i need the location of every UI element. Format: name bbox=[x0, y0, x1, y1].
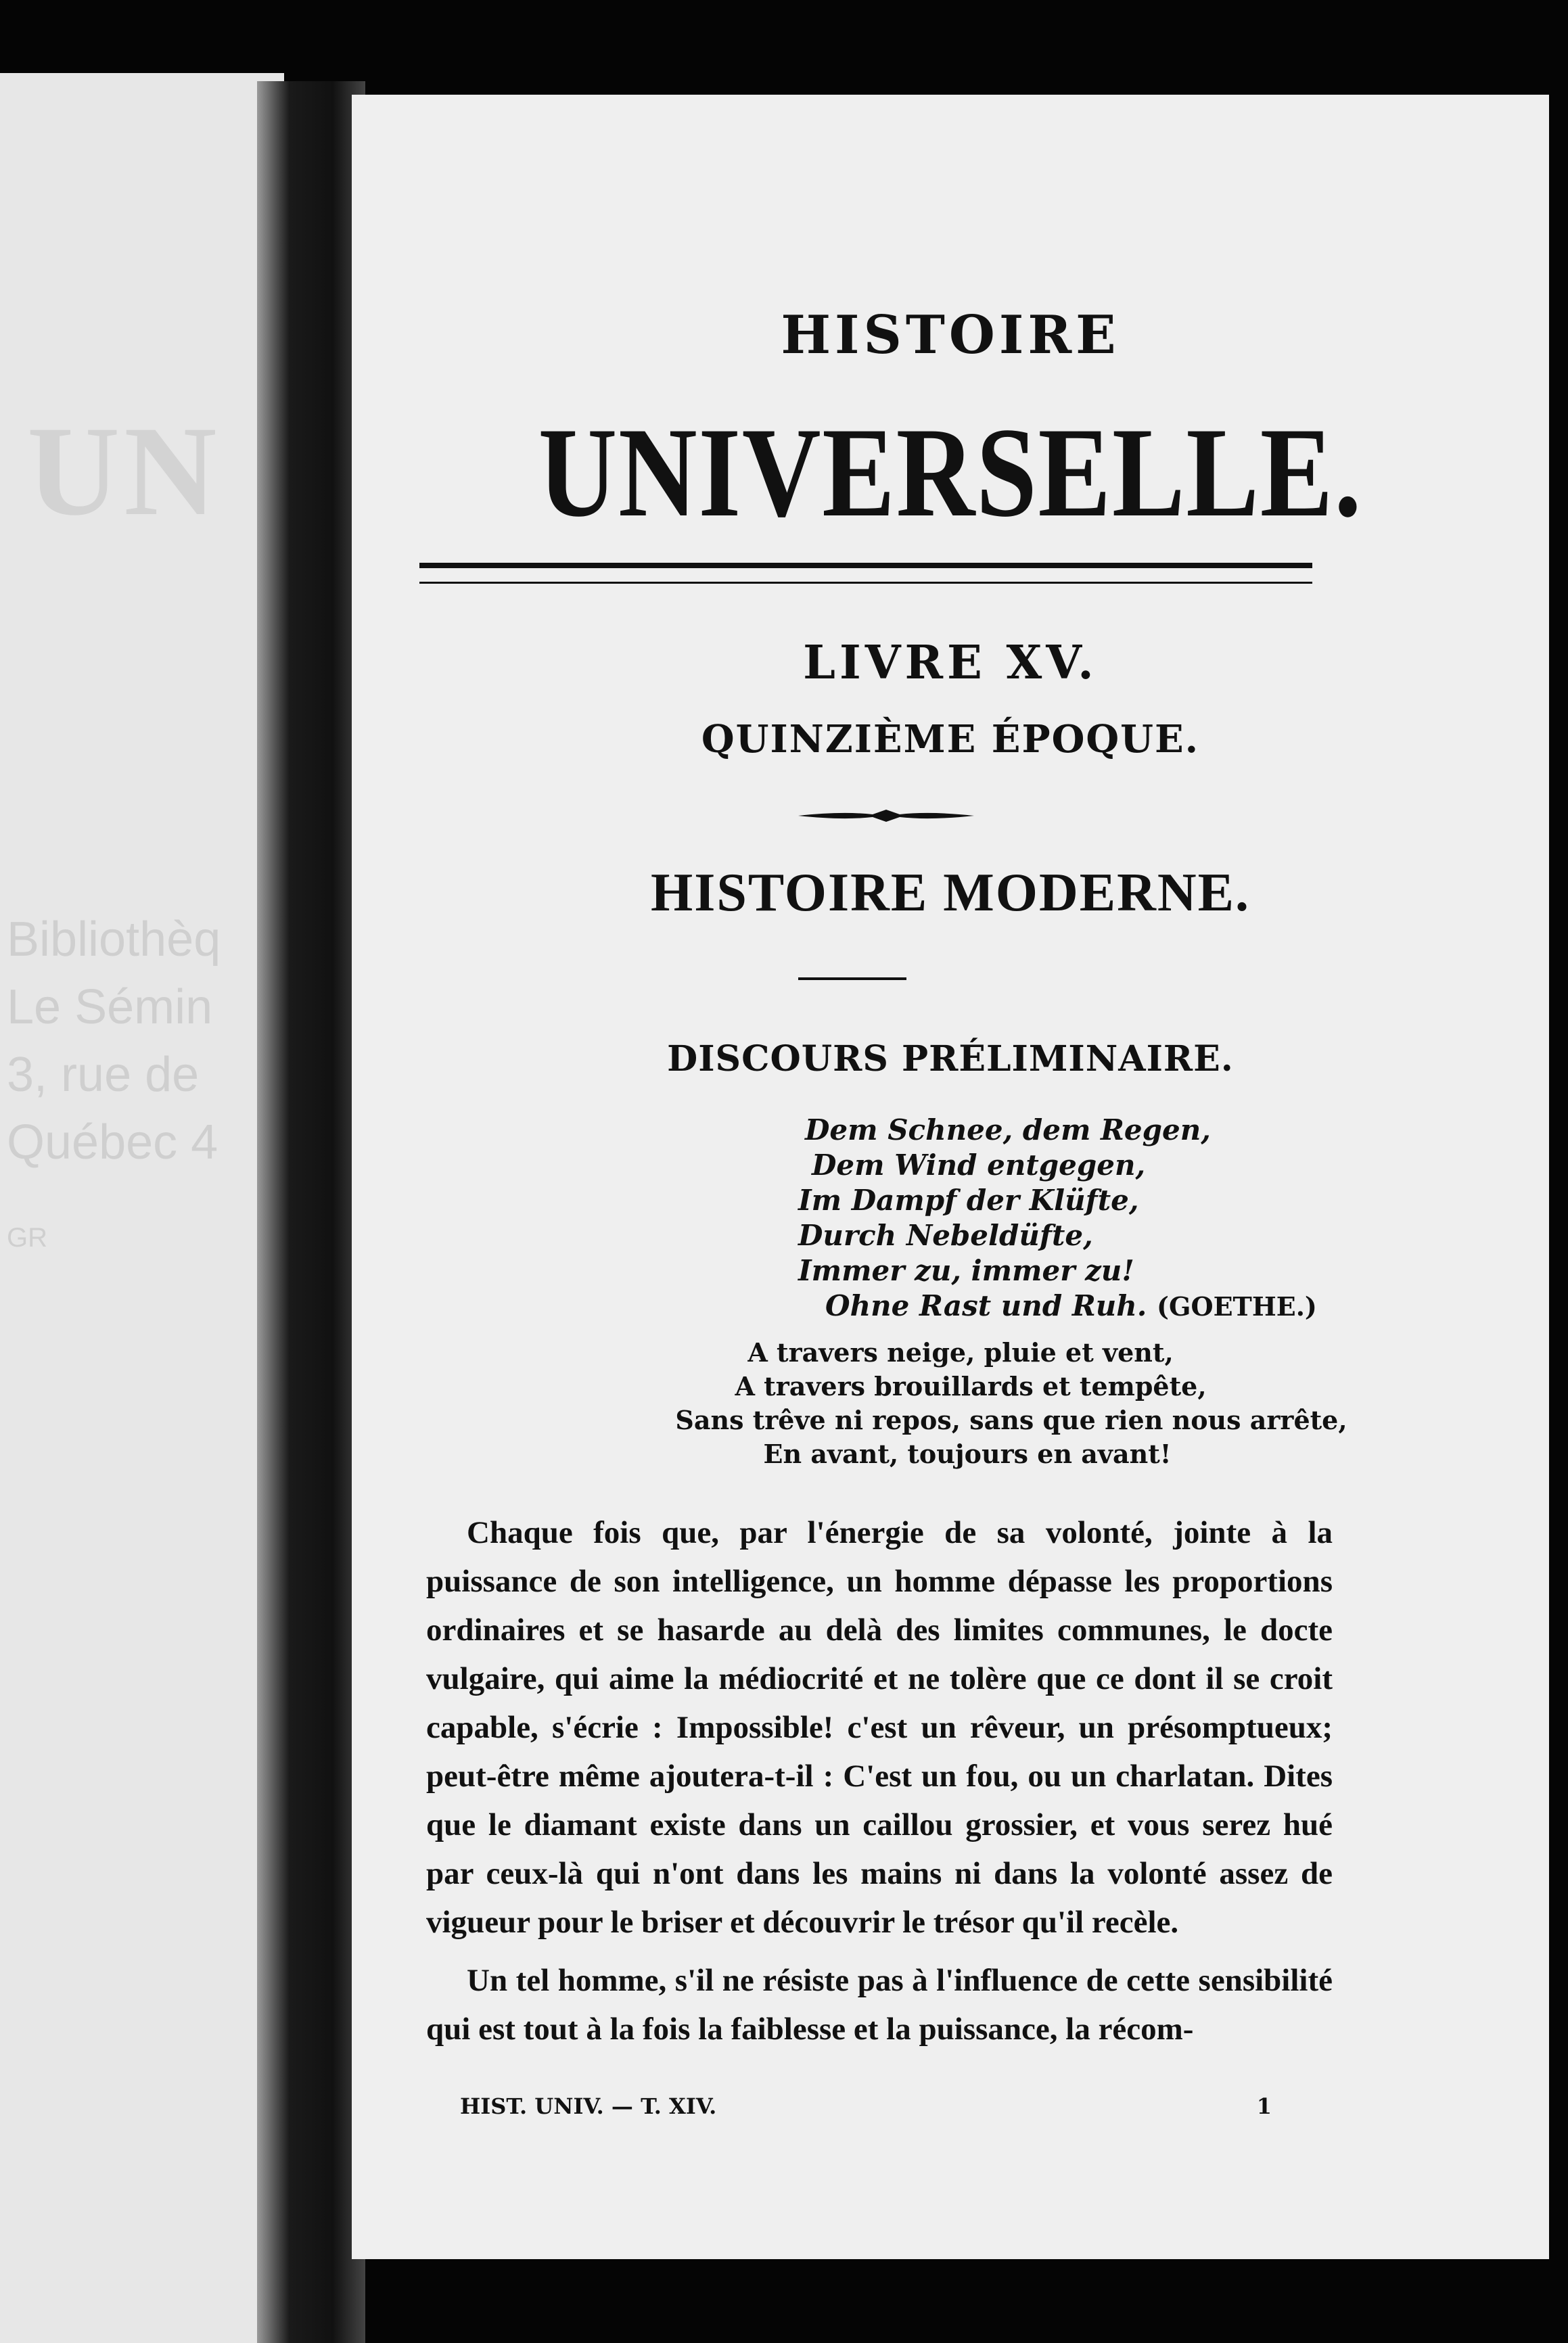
section-heading: HISTOIRE MODERNE. bbox=[650, 863, 1251, 923]
epigraph-line: Dem Schnee, dem Regen, bbox=[805, 1113, 1211, 1146]
epigraph-french bbox=[352, 1336, 1549, 1471]
left-page-bleed-line: GR bbox=[7, 1223, 47, 1253]
left-page-bleed-line: Québec 4 bbox=[7, 1115, 218, 1169]
book-number: LIVRE XV. bbox=[803, 636, 1098, 690]
epigraph-german bbox=[798, 1113, 1317, 1324]
epigraph-translation-line: Sans trêve ni repos, sans que rien nous arrête, bbox=[675, 1405, 1347, 1435]
left-page-bleed-line: Le Sémin bbox=[7, 980, 213, 1034]
title-rule-thin bbox=[419, 582, 1312, 584]
left-page-bleed-letters: UN bbox=[27, 400, 221, 542]
body-text bbox=[426, 1508, 1333, 2063]
epigraph-line: Durch Nebeldüfte, bbox=[798, 1219, 1093, 1252]
title-line-1: HISTOIRE bbox=[781, 304, 1120, 366]
gutter-shadow bbox=[257, 81, 365, 2343]
epigraph-line: Dem Wind entgegen, bbox=[812, 1149, 1146, 1182]
left-page bbox=[0, 73, 284, 2343]
title-line-2: UNIVERSELLE. bbox=[538, 402, 1363, 544]
epigraph-line-last bbox=[825, 1289, 1317, 1324]
chapter-heading: DISCOURS PRÉLIMINAIRE. bbox=[667, 1038, 1234, 1080]
paragraph: Chaque fois que, par l'énergie de sa volonté, jointe à la puissance de son intelligence, un homme dépasse les proportions ordinaires et se hasarde au delà des limites communes, le docte vulgaire, qui aime la médiocrité et ne tolère que ce dont il se croit capable, s'écrie : Impossible! c'est un rêveur, un présomptueux; peut-être même ajoutera-t-il : C'est un fou, ou un charlatan. Dites que le diamant existe dans un caillou grossier, et vous serez hué par ceux-là qui n'ont dans les mains ni dans la volonté assez de vigueur pour le briser et découvrir le trésor qu'il recèle. bbox=[426, 1515, 1333, 1940]
left-page-bleed-line: 3, rue de bbox=[7, 1048, 200, 1102]
footer-signature: HIST. UNIV. — T. XIV. bbox=[460, 2093, 717, 2119]
page-number: 1 bbox=[1256, 2093, 1272, 2119]
book-page bbox=[352, 95, 1549, 2259]
paragraph: Un tel homme, s'il ne résiste pas à l'influence de cette sensibilité qui est tout à la fois la faiblesse et la puissance, la récom- bbox=[426, 1963, 1333, 2047]
epoch-heading: QUINZIÈME ÉPOQUE. bbox=[701, 717, 1200, 762]
epigraph-credit: (GOETHE.) bbox=[1157, 1291, 1317, 1322]
epigraph-line: Ohne Rast und Ruh. bbox=[825, 1289, 1147, 1322]
title-rule-thick bbox=[419, 563, 1312, 568]
section-rule bbox=[798, 977, 906, 980]
left-page-bleed-line: Bibliothèq bbox=[7, 912, 221, 967]
epigraph-translation-line: A travers neige, pluie et vent, bbox=[747, 1337, 1174, 1368]
epigraph-line: Immer zu, immer zu! bbox=[798, 1254, 1134, 1287]
ornament-divider bbox=[798, 808, 974, 823]
epigraph-translation-line: A travers brouillards et tempête, bbox=[735, 1371, 1207, 1401]
epigraph-line: Im Dampf der Klüfte, bbox=[798, 1184, 1139, 1217]
epigraph-translation-line: En avant, toujours en avant! bbox=[763, 1439, 1172, 1469]
page-footer bbox=[460, 2093, 1272, 2119]
